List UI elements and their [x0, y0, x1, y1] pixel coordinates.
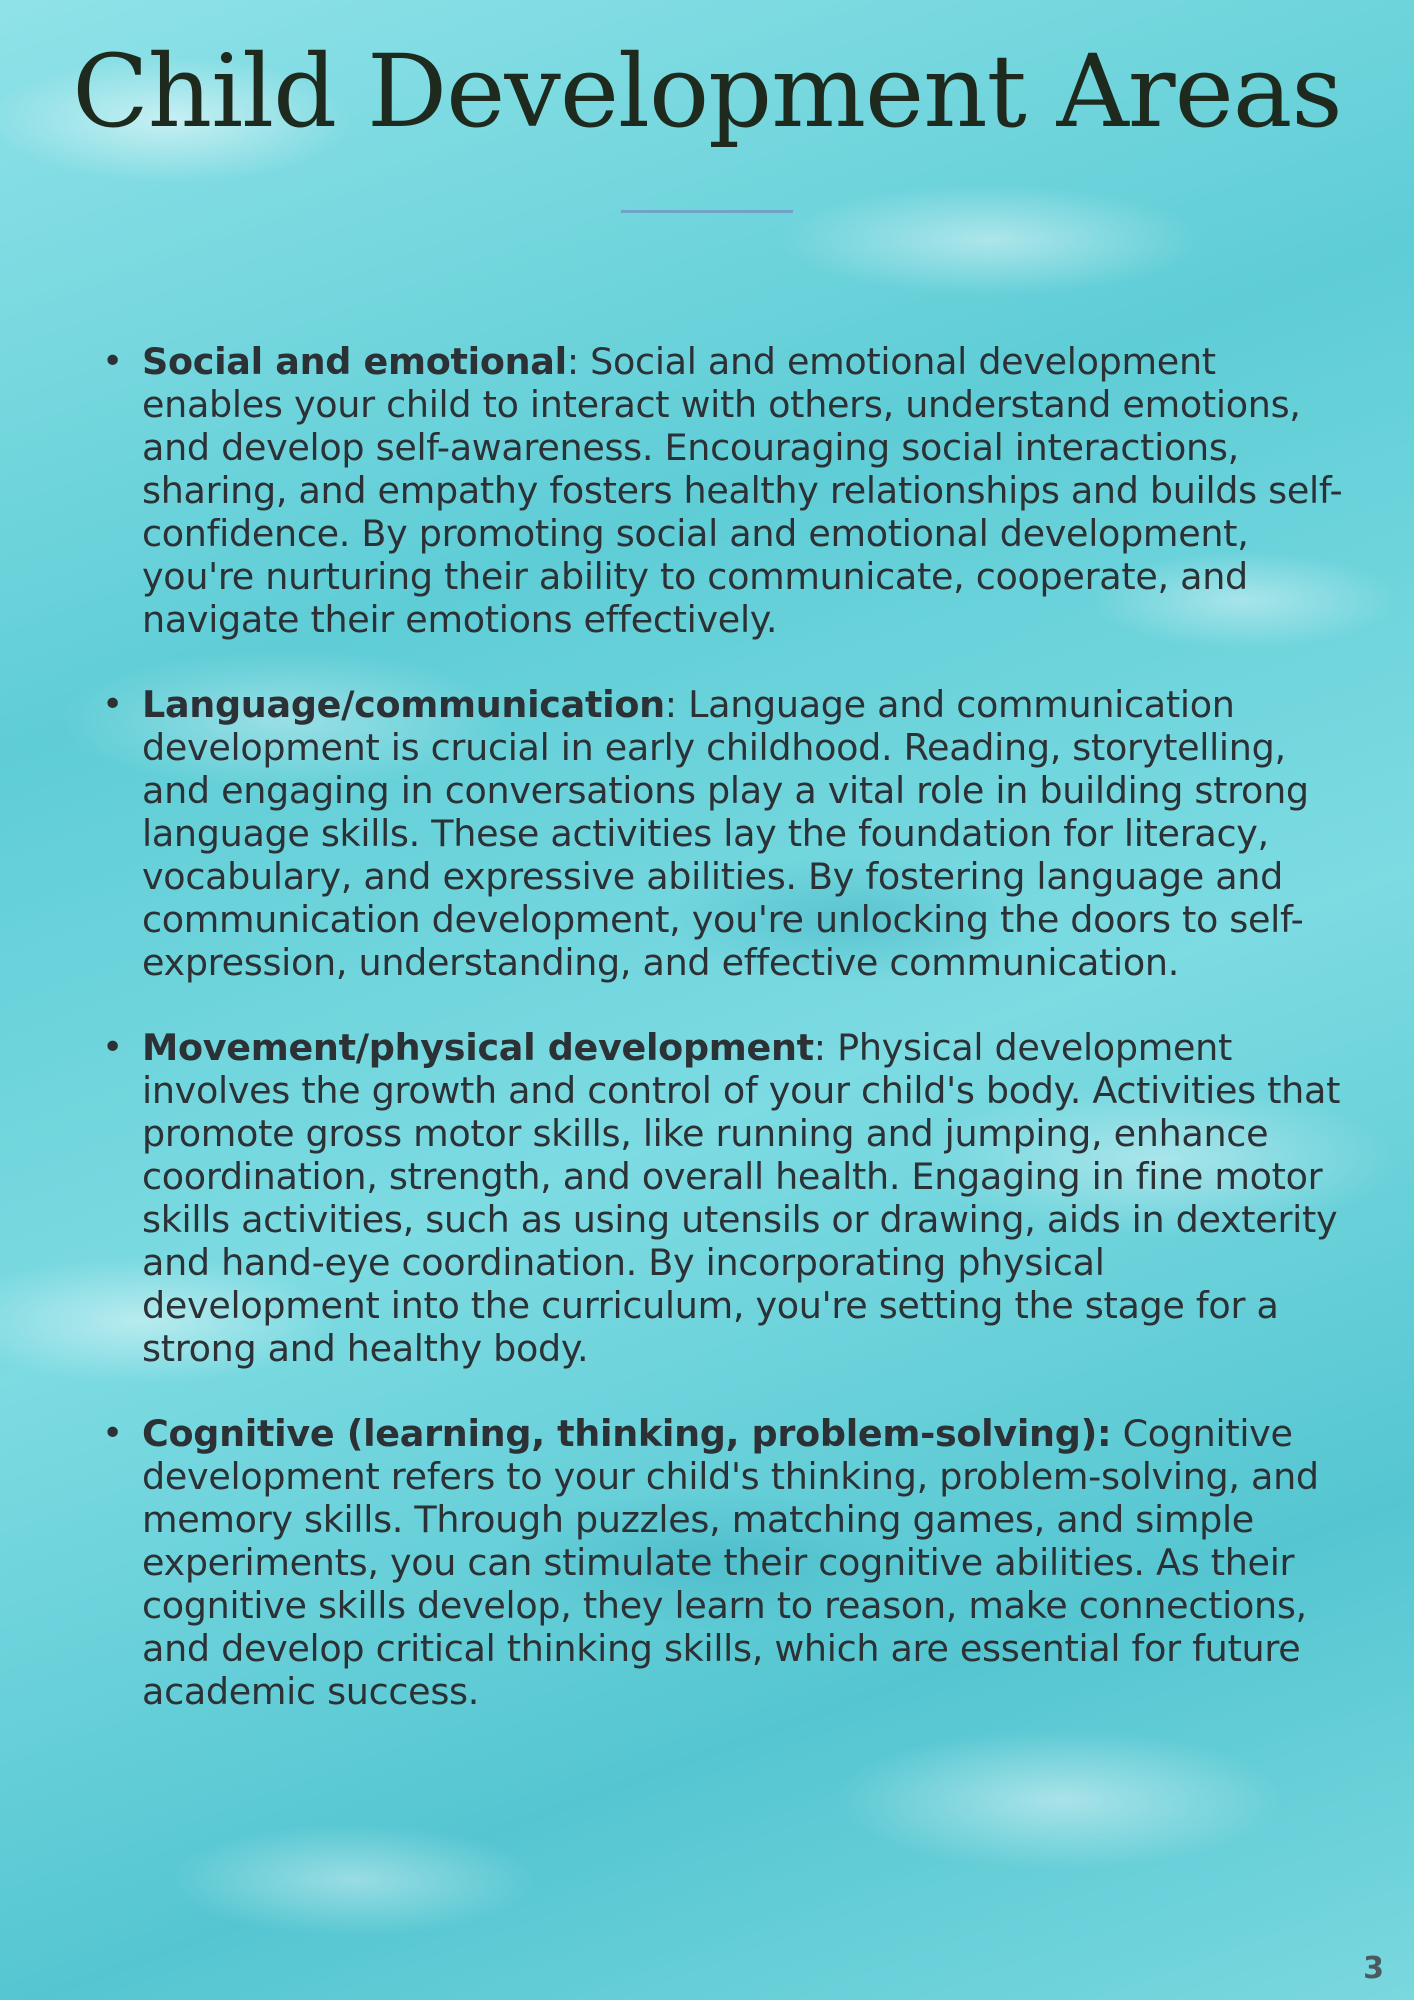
item-text: Physical development involves the growth and control of your child's body. Activities that promote gross motor skills, like running and jumping, enhance coordination, strength, and overall health. Engaging in fine motor skills activities, such as using utensils or drawing, aids in dexterity and hand-eye coordination. By incorporating physical development into the curriculum, you're setting the stage for a strong and healthy body.	[142, 1026, 1341, 1370]
item-heading: Social and emotional	[142, 340, 567, 383]
item-text: Language and communication development is crucial in early childhood. Reading, storytelling, and engaging in conversations play a vital role in building strong language skills. These activities lay the foundation for literacy, vocabulary, and expressive abilities. By fostering language and communication development, you're unlocking the doors to self-expression, understanding, and effective communication.	[142, 683, 1309, 984]
item-separator: :	[566, 340, 591, 383]
page-number: 3	[1363, 1951, 1384, 1986]
item-separator: :	[813, 1026, 838, 1069]
development-areas-list	[100, 340, 1350, 1755]
list-item-language-communication	[100, 683, 1350, 984]
item-heading: Language/communication	[142, 683, 665, 726]
item-heading: Cognitive (learning, thinking, problem-solving):	[142, 1412, 1112, 1455]
bullet-icon: •	[102, 341, 123, 382]
list-item-social-emotional	[100, 340, 1350, 641]
list-item-cognitive	[100, 1412, 1350, 1713]
item-separator	[1111, 1412, 1122, 1455]
bullet-icon: •	[102, 1413, 123, 1454]
bullet-icon: •	[102, 684, 123, 725]
item-heading: Movement/physical development	[142, 1026, 814, 1069]
item-separator: :	[664, 683, 689, 726]
list-item-movement-physical	[100, 1026, 1350, 1370]
item-text: Social and emotional development enables your child to interact with others, understand emotions, and develop self-awareness. Encouraging social interactions, sharing, and empathy fosters healthy relationships and builds self-confidence. By promoting social and emotional development, you're nurturing their ability to communicate, cooperate, and navigate their emotions effectively.	[142, 340, 1343, 641]
title-divider	[621, 210, 793, 213]
item-text: Cognitive development refers to your child's thinking, problem-solving, and memory skills. Through puzzles, matching games, and simple experiments, you can stimulate their cognitive abilities. As their cognitive skills develop, they learn to reason, make connections, and develop critical thinking skills, which are essential for future academic success.	[142, 1412, 1319, 1713]
page-title: Child Development Areas	[72, 33, 1342, 150]
bullet-icon: •	[102, 1027, 123, 1068]
